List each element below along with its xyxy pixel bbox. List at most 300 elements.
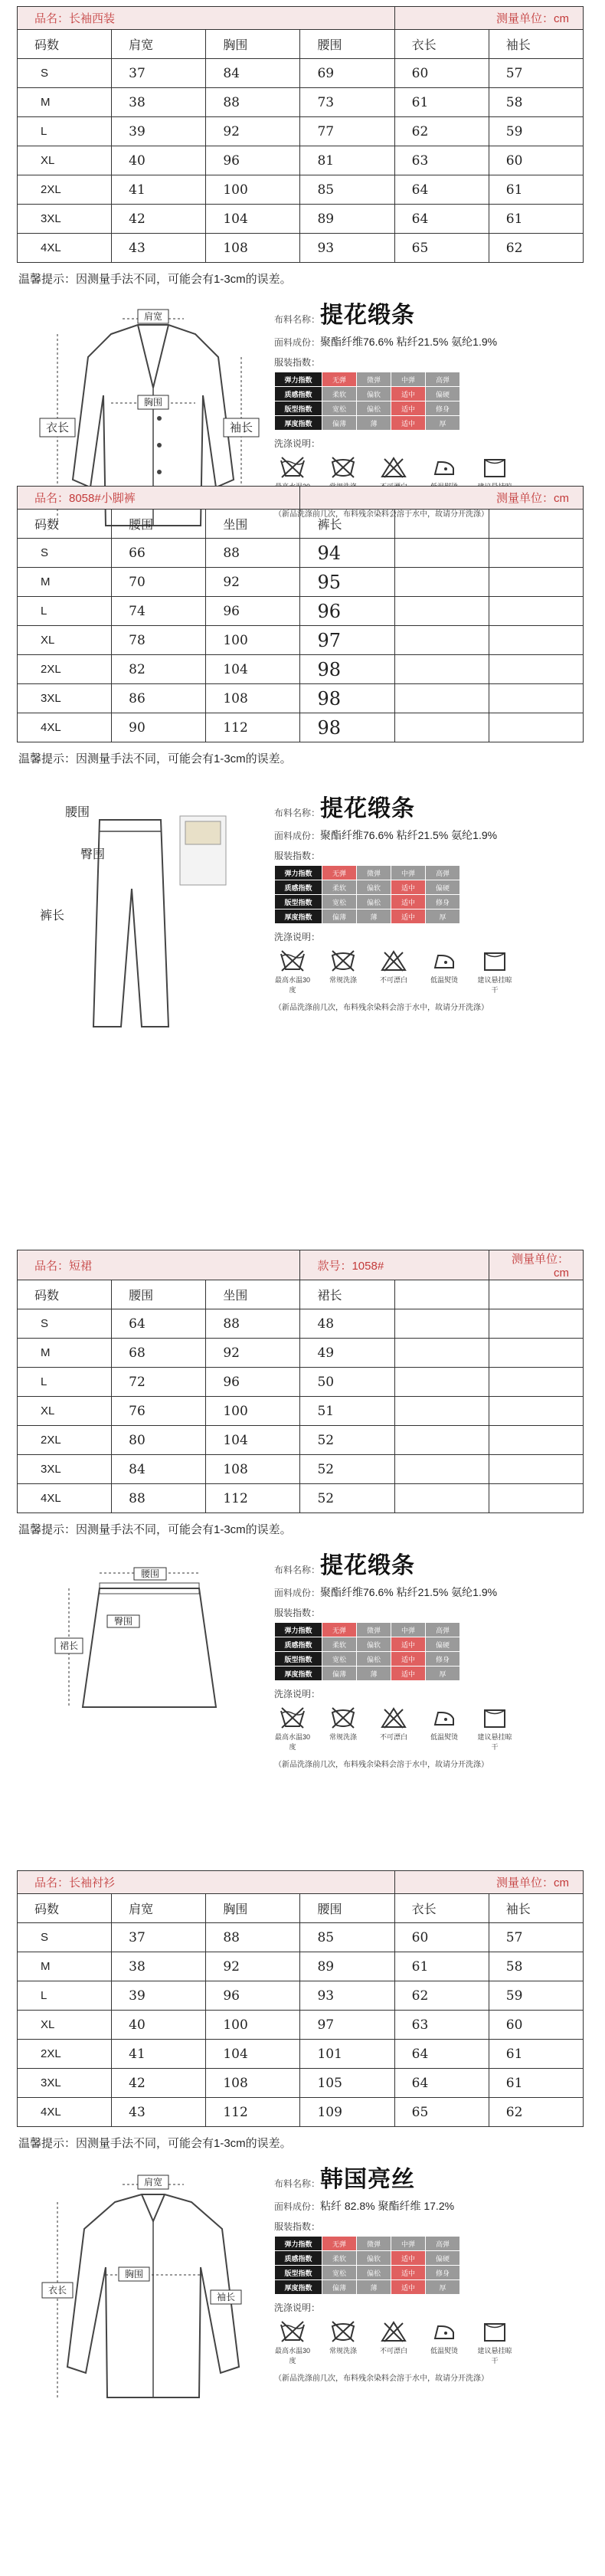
index-option: 偏软 [357,387,391,401]
index-option: 高弹 [426,1623,460,1637]
empty-cell [394,1309,489,1339]
garment-label-d: 袖长 [229,421,253,434]
garment-label-c: 裤长 [40,909,65,923]
size-table-skirt [17,1250,584,1513]
size-cell: XL [18,626,112,655]
wash-label: 建议悬挂晾干 [477,1733,512,1751]
size-cell: 2XL [18,655,112,684]
column-header: 袖长 [489,1894,583,1923]
size-cell: S [18,1309,112,1339]
index-title: 服装指数： [274,357,321,368]
wash-label: 常规洗涤 [329,1733,357,1741]
index-option: 偏松 [357,895,391,909]
column-header: 码数 [18,1894,112,1923]
index-option: 适中 [391,2251,426,2266]
measure-cell: 96 [206,597,300,626]
fabric-name-row [274,296,596,329]
index-option: 适中 [391,2266,426,2280]
empty-cell [489,510,583,539]
index-option: 中弹 [391,372,426,387]
measure-cell: 64 [394,175,489,205]
fabric-name: 提花缎条 [320,1553,415,1578]
table-row [18,146,584,175]
index-row [275,880,460,895]
measure-cell: 61 [489,2040,583,2069]
pants-diagram [38,797,268,1057]
fabric-name: 提花缎条 [320,303,415,328]
empty-cell [489,1484,583,1513]
size-cell: M [18,1339,112,1368]
measure-cell: 100 [206,2011,300,2040]
index-option: 修身 [426,401,460,416]
empty-cell [394,1455,489,1484]
empty-cell [489,713,583,742]
index-row [275,2280,460,2295]
index-option: 适中 [391,880,426,895]
index-label: 弹力指数 [275,1623,322,1637]
skirt-diagram [38,1554,268,1814]
index-option: 高弹 [426,2237,460,2251]
measure-cell: 37 [112,1923,206,1952]
measure-cell: 40 [112,146,206,175]
wash-title: 洗涤说明： [274,438,321,449]
index-option: 偏软 [357,880,391,895]
index-label: 弹力指数 [275,2237,322,2251]
table-row [18,1981,584,2011]
measure-cell: 52 [300,1455,394,1484]
shirt-illustration [38,2168,268,2428]
section-pants [0,472,605,1250]
wash-note: （新品洗涤前几次，布料残余染料会溶于水中，故请分开洗涤） [274,1004,489,1012]
index-option: 偏软 [357,2251,391,2266]
size-cell: 2XL [18,2040,112,2069]
empty-cell [394,1339,489,1368]
measure-cell: 98 [300,684,394,713]
measure-cell: 98 [300,655,394,684]
table-row [18,655,584,684]
measure-cell: 112 [206,2098,300,2127]
table-row [18,626,584,655]
wash-title: 洗涤说明： [274,1689,321,1699]
table-header-row [18,30,584,59]
size-cell: 3XL [18,684,112,713]
measure-cell: 60 [394,1923,489,1952]
wash-note: （新品洗涤前几次，布料残余染料会溶于水中，故请分开洗涤） [274,1761,489,1769]
shirt-diagram [38,2168,268,2428]
index-option: 宽松 [322,895,357,909]
measure-cell: 42 [112,205,206,234]
table-row [18,1339,584,1368]
measure-cell: 88 [206,1923,300,1952]
index-option: 薄 [357,1667,391,1681]
column-header: 肩宽 [112,30,206,59]
table-row [18,568,584,597]
index-label: 版型指数 [275,401,322,416]
index-option: 薄 [357,416,391,431]
index-option: 厚 [426,2280,460,2295]
measure-cell: 88 [206,88,300,117]
measure-cell: 57 [489,1923,583,1952]
measure-cell: 81 [300,146,394,175]
measure-cell: 89 [300,205,394,234]
low-iron-icon [426,949,463,972]
wash-label: 不可漂白 [379,2347,407,2355]
measure-cell: 37 [112,59,206,88]
size-cell: 4XL [18,713,112,742]
index-option: 柔软 [322,880,357,895]
index-option: 高弹 [426,866,460,880]
no-wring-icon [325,949,361,972]
empty-cell [489,1309,583,1339]
measure-cell: 62 [394,1981,489,2011]
wash-label: 最高水温30度 [274,976,310,994]
measure-cell: 82 [112,655,206,684]
garment-index-table [274,2236,460,2295]
index-option: 偏松 [357,2266,391,2280]
table-body [18,1309,584,1513]
column-header: 衣长 [394,1894,489,1923]
empty-cell [394,684,489,713]
wash-item [274,949,311,995]
measure-cell: 101 [300,2040,394,2069]
table-row [18,1923,584,1952]
measure-cell: 48 [300,1309,394,1339]
table-row [18,2040,584,2069]
index-title: 服装指数： [274,850,321,861]
empty-cell [394,510,489,539]
measure-cell: 73 [300,88,394,117]
size-chart-page [0,6,605,2576]
wash-item [375,1706,412,1752]
measure-cell: 93 [300,1981,394,2011]
no-wring-icon [325,2320,361,2343]
max-30-icon [274,1706,311,1729]
column-header: 坐围 [206,510,300,539]
garment-label-b: 臀围 [113,1616,133,1627]
column-header: 裤长 [300,510,394,539]
table-row [18,117,584,146]
size-cell: S [18,539,112,568]
size-cell: 3XL [18,205,112,234]
measure-cell: 66 [112,539,206,568]
wash-label: 低温熨烫 [430,976,458,984]
wash-label: 低温熨烫 [430,2347,458,2355]
wash-label: 常规洗涤 [329,2347,357,2355]
low-iron-icon [426,2320,463,2343]
fabric-name-label: 布料名称： [274,1565,321,1575]
measure-cell: 60 [489,2011,583,2040]
fabric-comp-row [274,334,596,349]
index-option: 中弹 [391,1623,426,1637]
garment-index-table [274,865,460,924]
index-label: 厚度指数 [275,416,322,431]
wash-label: 最高水温30度 [274,2347,310,2365]
size-table-shirt [17,1870,584,2127]
index-option: 适中 [391,2280,426,2295]
column-header: 胸围 [206,1894,300,1923]
empty-cell [489,1397,583,1426]
empty-cell [394,655,489,684]
measure-cell: 64 [394,2069,489,2098]
column-header: 袖长 [489,30,583,59]
index-option: 无弹 [322,2237,357,2251]
empty-cell [394,568,489,597]
measure-cell: 92 [206,117,300,146]
measure-cell: 52 [300,1484,394,1513]
wash-item [375,949,412,995]
measure-cell: 88 [112,1484,206,1513]
wash-note: （新品洗涤前几次，布料残余染料会溶于水中，故请分开洗涤） [274,510,489,519]
measure-cell: 49 [300,1339,394,1368]
wash-item [325,1706,361,1752]
table-row [18,1484,584,1513]
index-option: 适中 [391,895,426,909]
index-label: 质感指数 [275,387,322,401]
empty-cell [489,1368,583,1397]
garment-label-a: 腰围 [140,1568,160,1579]
measure-cell: 68 [112,1339,206,1368]
index-option: 适中 [391,1637,426,1652]
index-label: 质感指数 [275,2251,322,2266]
size-cell: L [18,117,112,146]
wash-item [476,2320,513,2365]
hang-dry-icon [476,2320,513,2343]
index-option: 柔软 [322,387,357,401]
measure-cell: 96 [300,597,394,626]
section-skirt [0,1250,605,1863]
index-option: 微弹 [357,372,391,387]
column-header: 肩宽 [112,1894,206,1923]
measure-cell: 80 [112,1426,206,1455]
index-label: 质感指数 [275,880,322,895]
size-cell: 3XL [18,1455,112,1484]
index-option: 偏松 [357,1652,391,1667]
empty-cell [489,684,583,713]
measure-cell: 109 [300,2098,394,2127]
measure-cell: 59 [489,117,583,146]
size-cell: XL [18,146,112,175]
fabric-name-row [274,2160,596,2194]
product-label: 品名：长袖西装 [18,7,395,30]
wash-title: 洗涤说明： [274,932,321,942]
empty-cell [489,1455,583,1484]
index-option: 厚 [426,416,460,431]
measure-cell: 108 [206,2069,300,2098]
table-row [18,597,584,626]
index-option: 偏硬 [426,2251,460,2266]
fabric-name-row [274,1546,596,1580]
wash-label: 低温熨烫 [430,1733,458,1741]
wash-title: 洗涤说明： [274,2302,321,2313]
measure-cell: 58 [489,88,583,117]
column-header: 码数 [18,1280,112,1309]
measure-cell: 63 [394,146,489,175]
measure-cell: 60 [394,59,489,88]
wash-item [476,1706,513,1752]
index-option: 厚 [426,909,460,924]
product-label: 品名：长袖衬衫 [18,1871,395,1894]
measure-cell: 39 [112,1981,206,2011]
index-label: 厚度指数 [275,1667,322,1681]
empty-cell [489,1280,583,1309]
wash-label: 不可漂白 [379,976,407,984]
empty-cell [394,539,489,568]
measure-cell: 61 [489,175,583,205]
index-option: 偏薄 [322,416,357,431]
garment-label-a: 腰围 [65,806,90,819]
index-row [275,1667,460,1681]
index-option: 偏薄 [322,909,357,924]
table-row [18,2069,584,2098]
measure-cell: 41 [112,2040,206,2069]
measure-cell: 90 [112,713,206,742]
wash-item [325,949,361,995]
index-row [275,909,460,924]
fabric-name-label: 布料名称： [274,314,321,325]
no-wring-icon [325,1706,361,1729]
measure-cell: 86 [112,684,206,713]
fabric-comp-label: 面料成份： [274,1588,321,1598]
empty-cell [489,655,583,684]
wash-label: 建议悬挂晾干 [477,2347,512,2365]
wash-item [426,1706,463,1752]
measure-cell: 104 [206,2040,300,2069]
empty-cell [394,626,489,655]
garment-label-c: 裙长 [59,1640,79,1651]
measure-cell: 58 [489,1952,583,1981]
index-option: 修身 [426,2266,460,2280]
measure-cell: 97 [300,2011,394,2040]
measure-cell: 41 [112,175,206,205]
garment-label-a: 肩宽 [143,311,163,322]
empty-cell [489,568,583,597]
section-shirt [0,1870,605,2576]
low-iron-icon [426,1706,463,1729]
table-row [18,1309,584,1339]
index-option: 适中 [391,416,426,431]
index-option: 偏硬 [426,1637,460,1652]
index-option: 薄 [357,2280,391,2295]
column-header: 腰围 [300,1894,394,1923]
unit-label: 测量单位：cm [300,487,584,510]
measure-cell: 65 [394,234,489,263]
fabric-composition: 粘纤 82.8% 聚酯纤维 17.2% [320,2200,455,2212]
fabric-comp-row [274,828,596,843]
index-option: 偏松 [357,401,391,416]
measure-cell: 93 [300,234,394,263]
index-label: 弹力指数 [275,866,322,880]
measure-cell: 61 [489,205,583,234]
measure-cell: 64 [394,2040,489,2069]
index-option: 适中 [391,401,426,416]
measure-cell: 104 [206,205,300,234]
empty-cell [394,597,489,626]
index-row [275,1637,460,1652]
index-option: 厚 [426,1667,460,1681]
index-option: 中弹 [391,2237,426,2251]
measure-cell: 69 [300,59,394,88]
index-option: 无弹 [322,1623,357,1637]
measure-cell: 112 [206,713,300,742]
index-title: 服装指数： [274,2221,321,2232]
max-30-icon [274,949,311,972]
size-cell: 4XL [18,2098,112,2127]
measure-cell: 95 [300,568,394,597]
index-option: 适中 [391,387,426,401]
hang-dry-icon [476,949,513,972]
measure-cell: 64 [394,205,489,234]
index-row [275,2251,460,2266]
measure-cell: 105 [300,2069,394,2098]
index-option: 无弹 [322,372,357,387]
measure-cell: 78 [112,626,206,655]
wash-item [274,1706,311,1752]
index-option: 中弹 [391,866,426,880]
measure-cell: 77 [300,117,394,146]
size-cell: M [18,1952,112,1981]
column-header: 码数 [18,30,112,59]
size-cell: 2XL [18,175,112,205]
column-header: 坐围 [206,1280,300,1309]
fabric-comp-row [274,1585,596,1600]
index-title: 服装指数： [274,1608,321,1618]
no-bleach-icon [375,2320,412,2343]
empty-cell [394,1426,489,1455]
measure-cell: 96 [206,1981,300,2011]
wash-item [375,2320,412,2365]
table-row [18,684,584,713]
fabric-panel [274,789,596,1012]
no-bleach-icon [375,1706,412,1729]
index-row [275,401,460,416]
size-table-pants [17,486,584,742]
measure-cell: 64 [112,1309,206,1339]
table-row [18,1368,584,1397]
measure-cell: 100 [206,626,300,655]
empty-cell [394,1484,489,1513]
unit-label: 测量单位：cm [394,1871,583,1894]
wash-icons [274,2320,596,2365]
size-cell: L [18,1981,112,2011]
column-header: 裙长 [300,1280,394,1309]
measure-cell: 108 [206,234,300,263]
measure-cell: 72 [112,1368,206,1397]
measure-cell: 85 [300,175,394,205]
empty-cell [489,539,583,568]
index-option: 适中 [391,909,426,924]
index-label: 质感指数 [275,1637,322,1652]
measure-cell: 98 [300,713,394,742]
measure-cell: 88 [206,1309,300,1339]
product-detail [0,789,605,1080]
size-cell: 4XL [18,234,112,263]
measure-cell: 74 [112,597,206,626]
unit-label: 测量单位：cm [489,1250,583,1280]
index-label: 版型指数 [275,895,322,909]
fabric-name-row [274,789,596,823]
measure-cell: 88 [206,539,300,568]
garment-label-d: 袖长 [216,2292,236,2302]
index-option: 微弹 [357,2237,391,2251]
wash-icons [274,949,596,995]
size-cell: 3XL [18,2069,112,2098]
table-row [18,175,584,205]
measure-cell: 104 [206,655,300,684]
table-row [18,88,584,117]
measure-cell: 92 [206,1339,300,1368]
table-header-row [18,1894,584,1923]
garment-label-a: 肩宽 [143,2177,163,2188]
